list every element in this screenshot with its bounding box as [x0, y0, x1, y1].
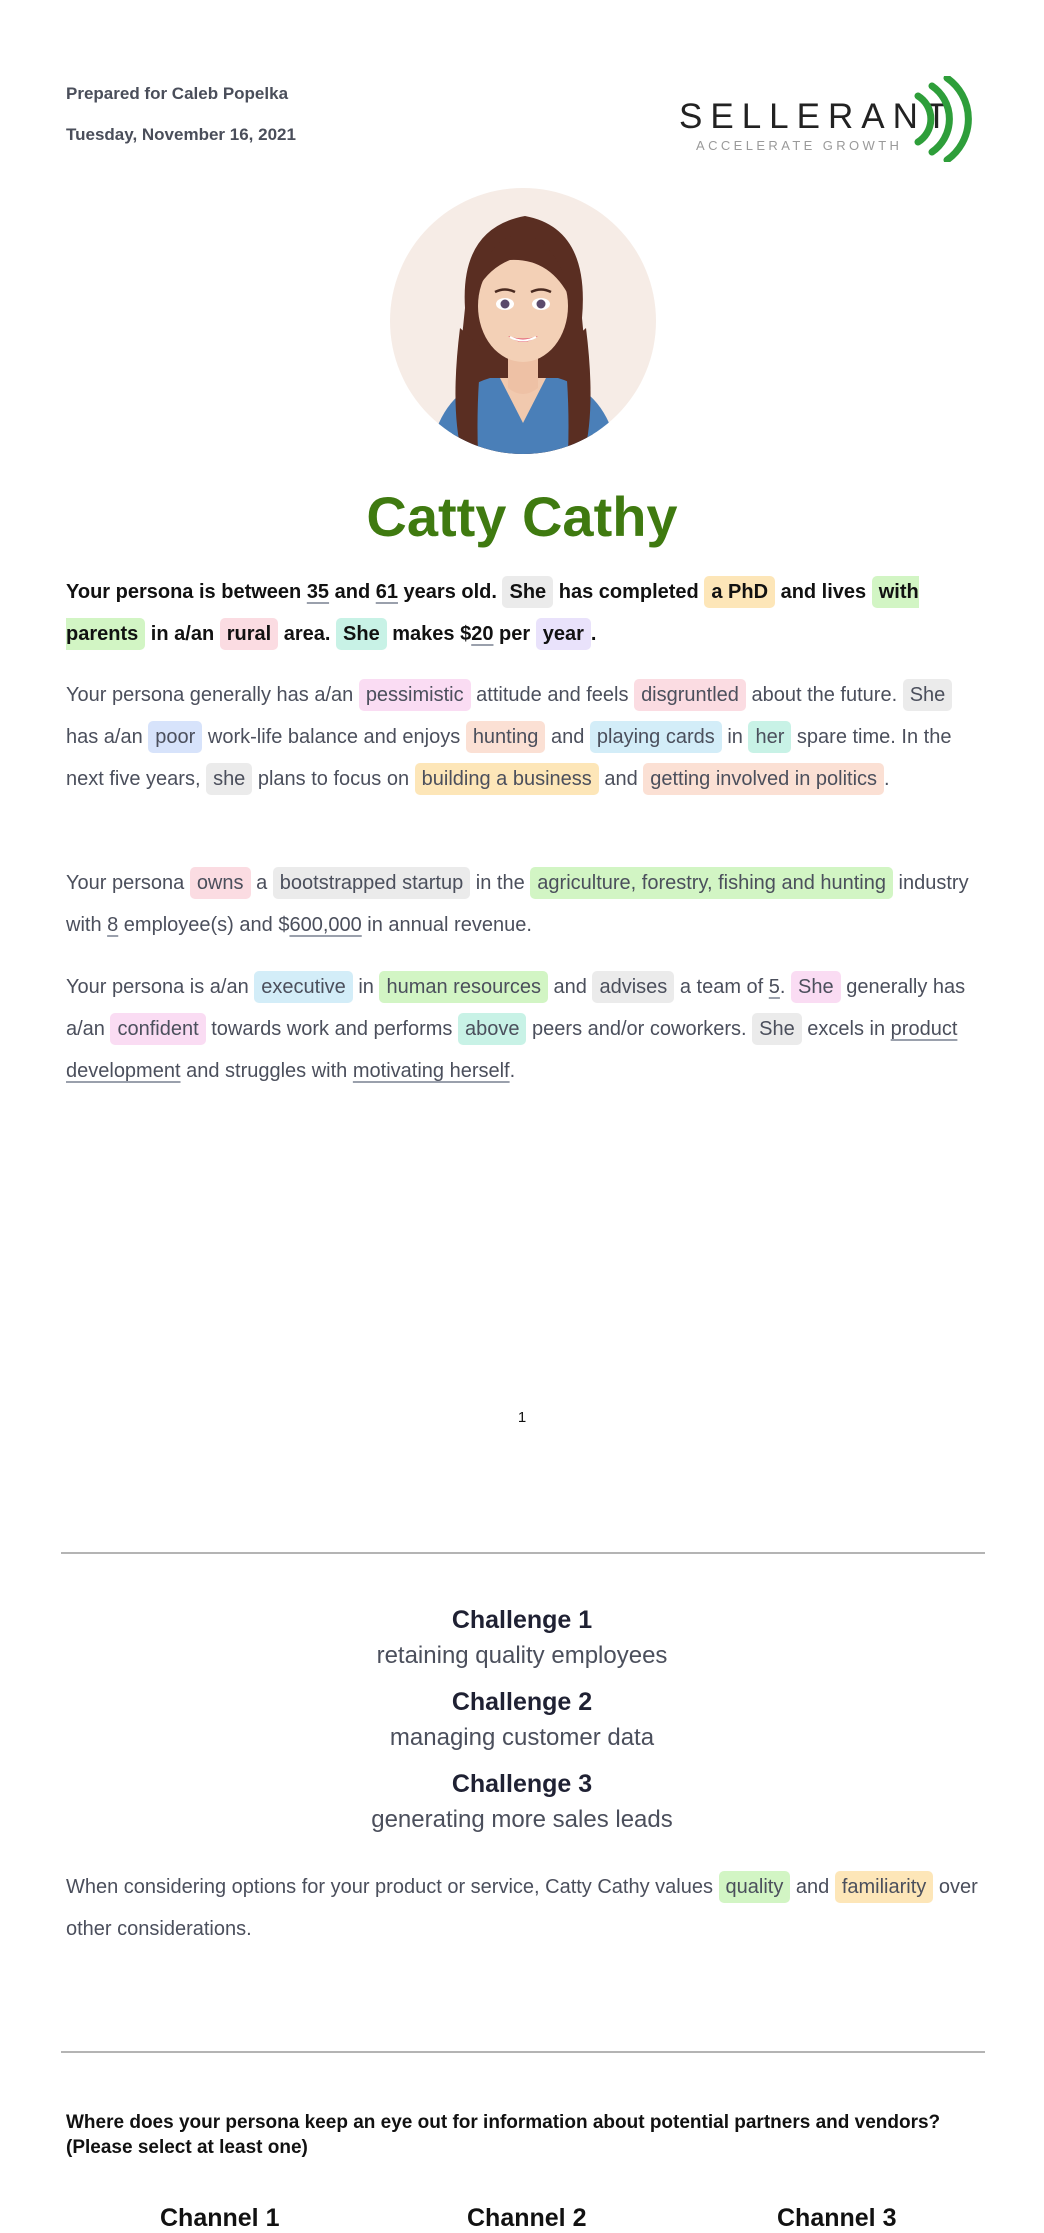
role-text: in [352, 976, 380, 998]
logo-wordmark: SELLERANT [679, 97, 956, 136]
logo-tagline: ACCELERATE GROWTH [696, 138, 903, 153]
attitude-text: Your persona generally has a/an [66, 684, 359, 706]
employee-count: 8 [107, 914, 119, 936]
role-text: and [548, 976, 593, 998]
pronoun-chip: she [206, 763, 252, 795]
value-chip: familiarity [835, 1871, 933, 1903]
channel-3-heading: Channel 3 [777, 2204, 897, 2232]
business-text: industry with [66, 872, 969, 936]
business-text: a [250, 872, 273, 894]
attitude-text: has a/an [66, 726, 149, 748]
role-text: Your persona is a/an [66, 976, 255, 998]
struggle-value: motivating herself [352, 1060, 510, 1082]
attitude-text: spare time. In the next five years, [66, 726, 952, 790]
summary-text: and [329, 581, 376, 603]
pronoun-chip: She [791, 971, 841, 1003]
challenge-1-text: retaining quality employees [376, 1642, 668, 1669]
ownership-chip: owns [190, 867, 251, 899]
logo-arcs-icon [914, 76, 986, 162]
job-level-chip: executive [254, 971, 353, 1003]
role-text: . [779, 976, 792, 998]
attitude-text: plans to focus on [252, 768, 415, 790]
company-type-chip: bootstrapped startup [273, 867, 470, 899]
salary-value: 20 [471, 623, 494, 645]
sellerant-logo [676, 74, 986, 164]
attitude-text: about the future. [745, 684, 903, 706]
report-date: Tuesday, November 16, 2021 [66, 125, 296, 144]
business-text: Your persona [66, 872, 190, 894]
summary-text: in a/an [145, 623, 220, 645]
business-text: in the [470, 872, 531, 894]
summary-text: area. [278, 623, 337, 645]
challenge-3-text: generating more sales leads [371, 1806, 673, 1833]
values-text: and [790, 1876, 835, 1898]
values-text: When considering options for your product or service, Catty Cathy values [66, 1876, 719, 1898]
challenge-3-title: Challenge 3 [451, 1770, 593, 1798]
role-text: and struggles with [180, 1060, 353, 1082]
pronoun-chip: She [752, 1013, 802, 1045]
page-number: 1 [517, 1409, 527, 1426]
department-chip: human resources [379, 971, 548, 1003]
attitude-text: . [884, 768, 890, 790]
value-chip: quality [719, 1871, 791, 1903]
channels-question: Where does your persona keep an eye out for information about potential partners and vendors? (Please select at least one) [66, 2112, 941, 2158]
age-min: 35 [306, 581, 330, 603]
prepared-for-label: Prepared for Caleb Popelka [66, 84, 289, 103]
focus-chip: building a business [415, 763, 599, 795]
channel-1-heading: Channel 1 [160, 2204, 280, 2232]
pronoun-chip: She [336, 618, 387, 650]
attitude-text: and [545, 726, 590, 748]
summary-text: makes $ [386, 623, 472, 645]
attitude-text: work-life balance and enjoys [202, 726, 466, 748]
summary-text: years old. [397, 581, 503, 603]
role-text: excels in [801, 1018, 891, 1040]
pronoun-chip: She [903, 679, 953, 711]
role-text: towards work and performs [205, 1018, 458, 1040]
hobby-chip: playing cards [590, 721, 722, 753]
summary-text: Your persona is between [66, 581, 307, 603]
challenge-2-text: managing customer data [389, 1724, 655, 1751]
confidence-chip: confident [110, 1013, 205, 1045]
attitude-text: in [721, 726, 749, 748]
role-text: generally has a/an [66, 976, 966, 1040]
business-text: employee(s) and $ [118, 914, 290, 936]
salary-period-chip: year [536, 618, 591, 650]
challenge-2-title: Challenge 2 [451, 1688, 593, 1716]
values-paragraph [66, 1866, 986, 1950]
work-life-balance-chip: poor [148, 721, 202, 753]
pronoun-chip: her [748, 721, 791, 753]
business-text: in annual revenue. [361, 914, 532, 936]
persona-avatar [390, 188, 656, 454]
challenge-1-title: Challenge 1 [451, 1606, 593, 1634]
attitude-text: attitude and feels [470, 684, 635, 706]
business-paragraph [66, 862, 986, 946]
persona-summary-paragraph [66, 571, 986, 655]
section-divider [61, 2051, 985, 2053]
living-situation-chip: with parents [66, 576, 919, 650]
team-size: 5 [768, 976, 780, 998]
area-chip: rural [220, 618, 278, 650]
hobby-chip: hunting [466, 721, 546, 753]
focus-chip: getting involved in politics [643, 763, 884, 795]
industry-chip: agriculture, forestry, fishing and hunting [530, 867, 893, 899]
section-divider [61, 1552, 985, 1554]
role-paragraph [66, 966, 986, 1092]
team-relation-chip: advises [592, 971, 674, 1003]
performance-chip: above [458, 1013, 527, 1045]
attitude-chip: pessimistic [359, 679, 471, 711]
attitude-text: and [598, 768, 644, 790]
persona-name: Catty Cathy [366, 485, 678, 548]
pronoun-chip: She [502, 576, 553, 608]
role-text: a team of [674, 976, 769, 998]
summary-text: per [493, 623, 536, 645]
strength-value: product development [66, 1018, 958, 1082]
summary-text: and lives [775, 581, 872, 603]
role-text: . [509, 1060, 516, 1082]
summary-text: has completed [553, 581, 705, 603]
annual-revenue: 600,000 [289, 914, 362, 936]
summary-text: . [590, 623, 597, 645]
age-max: 61 [375, 581, 398, 603]
channel-2-heading: Channel 2 [467, 2204, 587, 2232]
values-text: over other considerations. [66, 1876, 978, 1940]
role-text: peers and/or coworkers. [526, 1018, 753, 1040]
education-chip: a PhD [704, 576, 775, 608]
attitude-paragraph [66, 674, 986, 800]
feeling-chip: disgruntled [634, 679, 746, 711]
woman-avatar-icon [390, 188, 656, 454]
